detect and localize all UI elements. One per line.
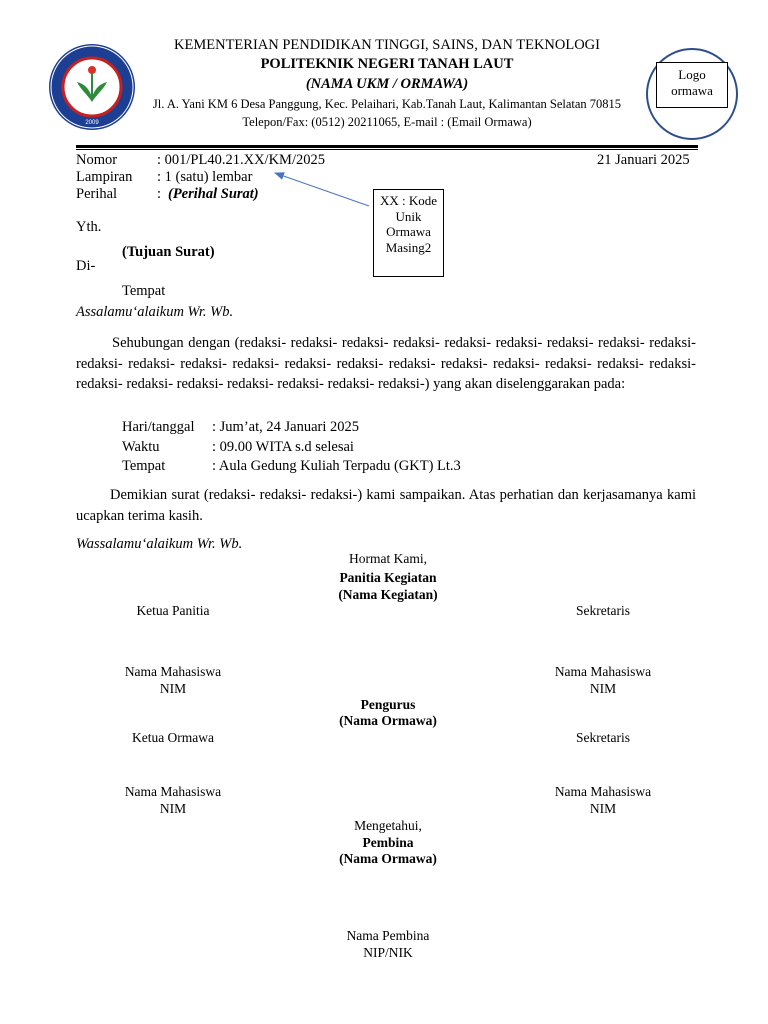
unit-name: (NAMA UKM / ORMAWA) bbox=[305, 76, 469, 92]
sekretaris-panitia-nim: NIM bbox=[589, 681, 617, 696]
pembina-nip: NIP/NIK bbox=[363, 945, 413, 960]
mengetahui: Mengetahui, bbox=[354, 818, 422, 833]
sekretaris-ormawa-label: Sekretaris bbox=[576, 730, 630, 745]
lampiran-value: : 1 (satu) lembar bbox=[157, 169, 253, 185]
perihal-colon: : bbox=[157, 186, 162, 202]
ketua-ormawa-nim: NIM bbox=[159, 801, 187, 816]
ministry-name: KEMENTERIAN PENDIDIKAN TINGGI, SAINS, DAN TEKNOLOGI bbox=[174, 37, 600, 53]
ketua-panitia-nim: NIM bbox=[159, 681, 187, 696]
hormat-kami: Hormat Kami, bbox=[349, 551, 427, 566]
annotation-note-box: XX : Kode Unik Ormawa Masing2 bbox=[373, 189, 444, 277]
pengurus-ormawa: (Nama Ormawa) bbox=[339, 713, 437, 728]
ketua-panitia-label: Ketua Panitia bbox=[136, 603, 210, 618]
detail-label-time: Waktu bbox=[122, 439, 160, 455]
perihal-value: (Perihal Surat) bbox=[168, 186, 259, 202]
ketua-ormawa-name: Nama Mahasiswa bbox=[124, 784, 222, 799]
sekretaris-ormawa-nim: NIM bbox=[589, 801, 617, 816]
contact-info: Telepon/Fax: (0512) 20211065, E-mail : (Email Ormawa) bbox=[242, 115, 532, 129]
sekretaris-panitia-name: Nama Mahasiswa bbox=[554, 664, 652, 679]
sekretaris-panitia-label: Sekretaris bbox=[576, 603, 630, 618]
pembina-ormawa: (Nama Ormawa) bbox=[339, 851, 437, 866]
logo-year: 2009 bbox=[85, 120, 99, 126]
detail-value-time: : 09.00 WITA s.d selesai bbox=[212, 439, 354, 455]
ketua-panitia-name: Nama Mahasiswa bbox=[124, 664, 222, 679]
opening-greeting: Assalamu‘alaikum Wr. Wb. bbox=[76, 304, 234, 320]
detail-value-date: : Jum’at, 24 Januari 2025 bbox=[212, 419, 359, 435]
detail-label-place: Tempat bbox=[122, 458, 166, 474]
yth: Yth. bbox=[76, 219, 102, 235]
ormawa-logo-placeholder: Logo ormawa bbox=[656, 62, 728, 108]
closing-greeting: Wassalamu‘alaikum Wr. Wb. bbox=[76, 536, 243, 552]
address: Jl. A. Yani KM 6 Desa Panggung, Kec. Pelaihari, Kab.Tanah Laut, Kalimantan Selatan 70815 bbox=[152, 97, 622, 111]
event-name: (Nama Kegiatan) bbox=[338, 587, 438, 602]
pembina-name: Nama Pembina bbox=[346, 928, 430, 943]
lampiran-label: Lampiran bbox=[76, 169, 133, 185]
ketua-ormawa-label: Ketua Ormawa bbox=[131, 730, 215, 745]
detail-label-date: Hari/tanggal bbox=[122, 419, 195, 435]
perihal-label: Perihal bbox=[76, 186, 118, 202]
letter-date: 21 Januari 2025 bbox=[597, 152, 690, 168]
institution-name: POLITEKNIK NEGERI TANAH LAUT bbox=[260, 56, 514, 72]
nomor-label: Nomor bbox=[76, 152, 118, 168]
body-paragraph: Sehubungan dengan (redaksi- redaksi- redaksi- redaksi- redaksi- redaksi- redaksi- redaksi- redaksi- redaksi- redaksi- redaksi- redaksi- redaksi- redaksi- redaksi- redaksi- redaksi- redaksi- redaksi- redaksi- redaksi- redaksi- redaksi- redaksi- redaksi- redaksi- redaksi-) yang akan diselenggarakan pada: bbox=[76, 335, 696, 392]
sekretaris-ormawa-name: Nama Mahasiswa bbox=[554, 784, 652, 799]
recipient-place: Tempat bbox=[122, 283, 166, 299]
di: Di- bbox=[76, 258, 96, 274]
panitia-title: Panitia Kegiatan bbox=[339, 570, 437, 585]
recipient: (Tujuan Surat) bbox=[122, 244, 215, 260]
pembina-title: Pembina bbox=[362, 835, 414, 850]
nomor-value: : 001/PL40.21.XX/KM/2025 bbox=[157, 152, 325, 168]
detail-value-place: : Aula Gedung Kuliah Terpadu (GKT) Lt.3 bbox=[212, 458, 461, 474]
closing-paragraph: Demikian surat (redaksi- redaksi- redaksi-) kami sampaikan. Atas perhatian dan kerjasamanya kami ucapkan terima kasih. bbox=[76, 487, 696, 524]
pengurus-title: Pengurus bbox=[360, 697, 416, 712]
